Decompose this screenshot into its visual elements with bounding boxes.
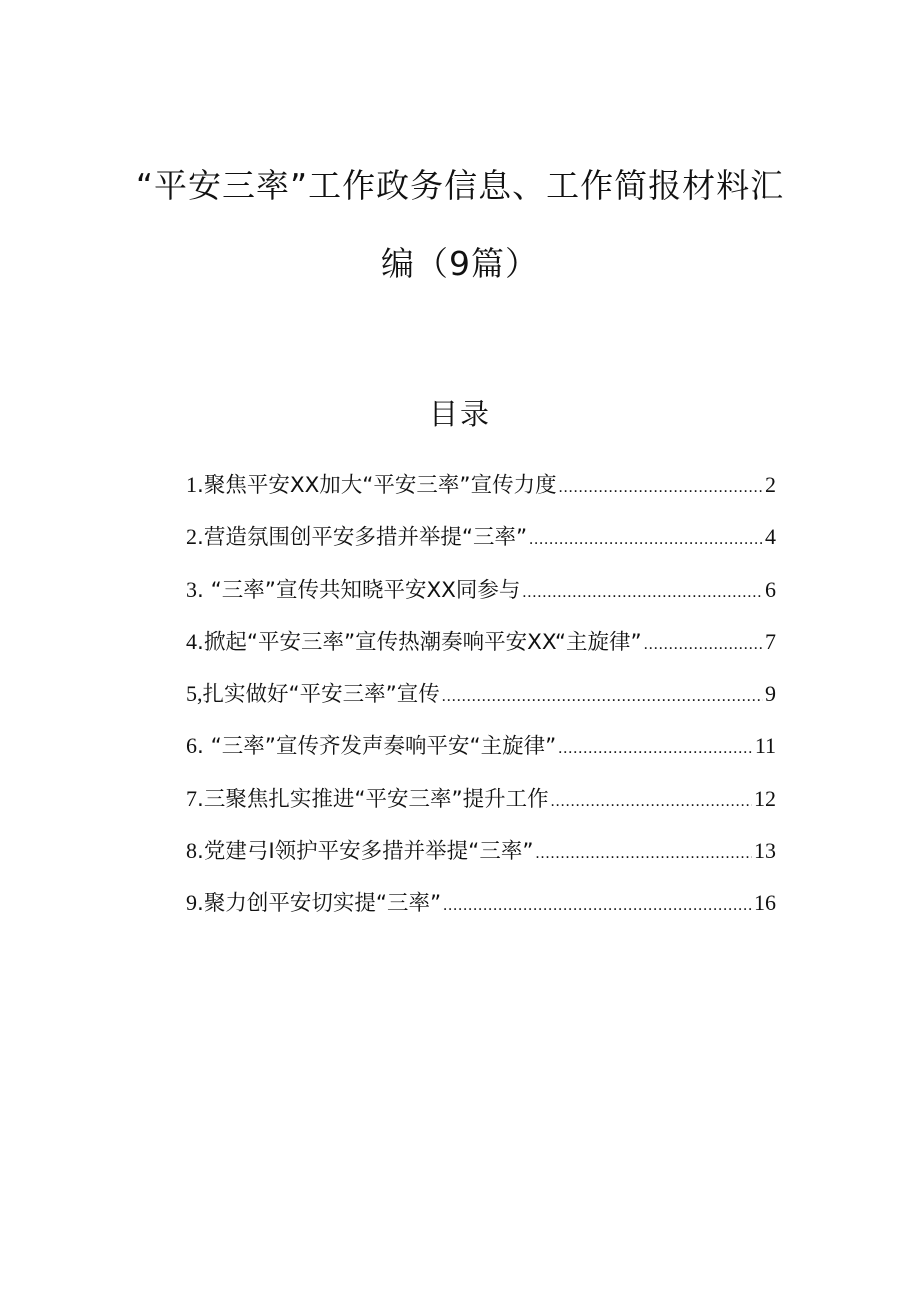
toc-item-title: .营造氛围创平安多措并举提“三率” <box>197 525 528 551</box>
toc-item-number: 6 <box>186 733 197 759</box>
toc-item-page: 12 <box>754 785 776 811</box>
toc-leader-dots <box>551 793 752 811</box>
toc-item[interactable] <box>186 468 776 520</box>
toc-item-number: 9 <box>186 890 197 916</box>
toc-item-title: .三聚焦扎实推进“平安三率”提升工作 <box>197 786 549 812</box>
toc-item-title: . “三率”宣传共知晓平安XX同参与 <box>197 577 521 603</box>
toc-item[interactable] <box>186 729 776 781</box>
toc-item-page: 16 <box>754 890 776 916</box>
document-title-line-1: “平安三率”工作政务信息、工作简报材料汇 <box>135 166 785 205</box>
toc-item-number: 3 <box>186 576 197 602</box>
toc-leader-dots <box>522 584 763 602</box>
toc-leader-dots <box>558 740 753 758</box>
toc-item[interactable] <box>186 573 776 625</box>
toc-item-title: .聚力创平安切实提“三率” <box>197 891 442 917</box>
toc-leader-dots <box>442 688 763 706</box>
toc-leader-dots <box>644 636 763 654</box>
toc-leader-dots <box>443 897 752 915</box>
toc-item-number: 5, <box>186 681 203 707</box>
toc-item[interactable] <box>186 677 776 729</box>
toc-item[interactable] <box>186 520 776 572</box>
toc-item-number: 8 <box>186 838 197 864</box>
toc-leader-dots <box>535 845 752 863</box>
toc-item-page: 9 <box>765 681 776 707</box>
toc-heading: 目录 <box>428 397 491 431</box>
toc-item[interactable] <box>186 834 776 886</box>
table-of-contents <box>186 468 776 939</box>
toc-item-title: 扎实做好“平安三率”宣传 <box>202 682 440 708</box>
toc-item[interactable] <box>186 782 776 834</box>
toc-item[interactable] <box>186 625 776 677</box>
toc-item-number: 1 <box>186 472 197 497</box>
toc-item-number: 4 <box>186 628 197 654</box>
toc-leader-dots <box>559 479 763 497</box>
toc-item[interactable] <box>186 886 776 938</box>
toc-item-page: 11 <box>754 733 776 759</box>
toc-item-title: .聚焦平安XX加大“平安三率”宣传力度 <box>197 473 557 498</box>
toc-item-page: 7 <box>765 628 776 654</box>
toc-item-title: .掀起“平安三率”宣传热潮奏响平安XX“主旋律” <box>197 629 642 655</box>
toc-item-page: 13 <box>754 838 776 864</box>
toc-item-number: 7 <box>186 785 197 811</box>
toc-leader-dots <box>529 531 763 549</box>
toc-item-page: 4 <box>765 524 776 550</box>
toc-item-title: .党建弓I领护平安多措并举提“三率” <box>197 839 534 865</box>
toc-item-page: 2 <box>765 472 776 497</box>
document-title-line-2: 编（9篇） <box>381 244 539 283</box>
toc-item-title: . “三率”宣传齐发声奏响平安“主旋律” <box>197 734 557 760</box>
toc-item-page: 6 <box>765 576 776 602</box>
toc-item-number: 2 <box>186 524 197 550</box>
